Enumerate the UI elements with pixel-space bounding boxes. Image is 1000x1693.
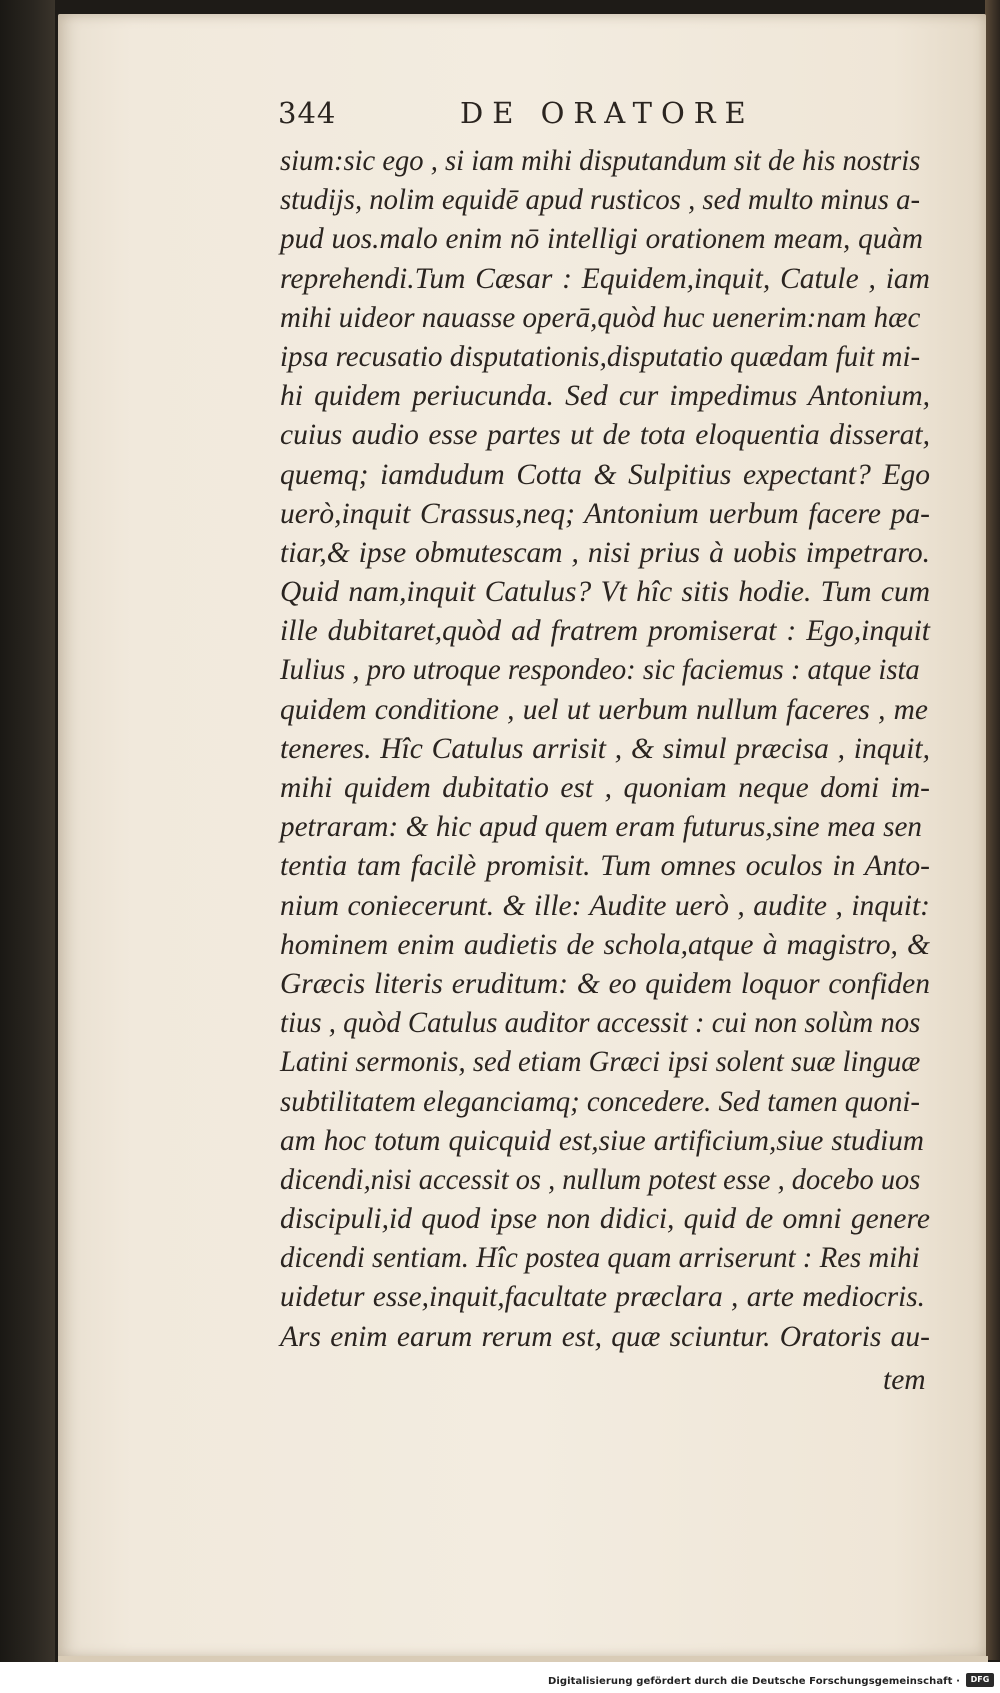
text-line: mihi uideor nauasse operā,quòd huc uenerim:nam hæc <box>280 301 921 334</box>
text-line: teneres. Hîc Catulus arrisit , & simul præcisa , inquit, <box>280 732 930 765</box>
body-text <box>280 142 930 1357</box>
text-line: hominem enim audietis de schola,atque à magistro, & <box>280 928 930 961</box>
text-line: quidem conditione , uel ut uerbum nullum faceres , me <box>280 693 928 726</box>
text-line: Latini sermonis, sed etiam Græci ipsi solent suæ linguæ <box>280 1046 921 1079</box>
text-line: Græcis literis eruditum: & eo quidem loquor confiden <box>280 967 930 1000</box>
catchword: tem <box>883 1364 926 1396</box>
text-line: subtilitatem eleganciamq; concedere. Sed tamen quoni- <box>280 1085 920 1118</box>
text-line: reprehendi.Tum Cæsar : Equidem,inquit, Catule , iam <box>280 262 930 295</box>
text-line: Ars enim earum rerum est, quæ sciuntur. Oratoris au- <box>280 1320 930 1353</box>
text-line: dicendi sentiam. Hîc postea quam arriserunt : Res mihi <box>280 1242 920 1275</box>
binding-right <box>985 0 1000 1660</box>
text-line: tius , quòd Catulus auditor accessit : cui non solùm nos <box>280 1007 921 1040</box>
text-line: uidetur esse,inquit,facultate præclara , arte mediocris. <box>280 1281 925 1314</box>
text-line: uerò,inquit Crassus,neq; Antonium uerbum facere pa- <box>280 497 930 530</box>
dfg-logo: DFG <box>966 1673 994 1687</box>
text-line: quemq; iamdudum Cotta & Sulpitius expectant? Ego <box>280 458 930 491</box>
text-line: Quid nam,inquit Catulus? Vt hîc sitis hodie. Tum cum <box>280 576 930 609</box>
text-line: ipsa recusatio disputationis,disputatio quædam fuit mi- <box>280 340 921 373</box>
text-line: studijs, nolim equidē apud rusticos , sed multo minus a- <box>280 184 921 217</box>
text-line: Iulius , pro utroque respondeo: sic faciemus : atque ista <box>280 654 920 687</box>
text-line: cuius audio esse partes ut de tota eloquentia disserat, <box>280 419 930 452</box>
text-line: dicendi,nisi accessit os , nullum potest esse , docebo uos <box>280 1163 921 1196</box>
text-line: pud uos.malo enim nō intelligi orationem meam, quàm <box>280 223 923 256</box>
text-line: sium:sic ego , si iam mihi disputandum sit de his nostris <box>280 145 921 177</box>
text-line: petraram: & hic apud quem eram futurus,sine mea sen <box>280 811 922 844</box>
text-line: tiar,& ipse obmutescam , nisi prius à uobis impetraro. <box>280 536 930 569</box>
page-number: 344 <box>278 96 337 130</box>
footer-credit: Digitalisierung gefördert durch die Deutsche Forschungsgemeinschaft · <box>547 1676 960 1687</box>
text-line: discipuli,id quod ipse non didici, quid de omni genere <box>280 1203 930 1236</box>
running-title: DE ORATORE <box>460 96 755 130</box>
text-line: tentia tam facilè promisit. Tum omnes oculos in Anto- <box>280 850 930 883</box>
text-line: am hoc totum quicquid est,siue artificium,siue studium <box>280 1124 924 1157</box>
text-line: ille dubitaret,quòd ad fratrem promiserat : Ego,inquit <box>280 615 930 648</box>
text-line: nium coniecerunt. & ille: Audite uerò , audite , inquit: <box>280 889 930 922</box>
text-line: hi quidem periucunda. Sed cur impedimus Antonium, <box>280 380 930 413</box>
page-header <box>278 96 798 136</box>
binding-left <box>0 0 55 1693</box>
text-line: mihi quidem dubitatio est , quoniam neque domi im- <box>280 772 930 804</box>
